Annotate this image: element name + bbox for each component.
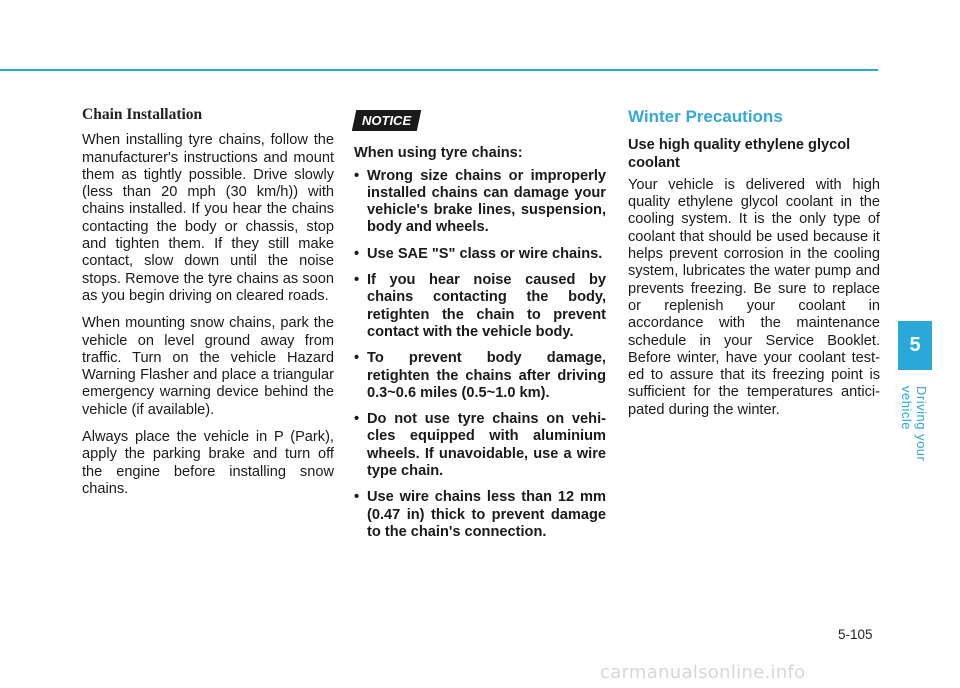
coolant-subheading: Use high quality ethylene glycol coolant — [628, 137, 851, 171]
page-number: 5-105 — [838, 627, 873, 642]
watermark: carmanualsonline.info — [600, 662, 806, 683]
notice-intro: When using tyre chains: — [354, 145, 523, 162]
notice-item: • If you hear noise caused by chains contacting the body, retighten the chain to prevent contact with the vehicle body. — [354, 272, 606, 340]
bullet-icon: • — [354, 272, 360, 289]
notice-item: • Use wire chains less than 12 mm (0.47 in) thick to prevent damage to the chain's connection. — [354, 489, 606, 540]
bullet-icon: • — [354, 167, 360, 184]
notice-item: • Wrong size chains or improperly installed chains can damage your vehicle's brake lines, suspension, body and wheels. — [354, 167, 606, 236]
notice-list — [354, 168, 606, 542]
chapter-title-vertical: Driving your vehicle — [899, 386, 929, 462]
coolant-paragraph: Your vehicle is delivered with high quality ethylene glycol coolant in the cooling system. It is the only type of coolant that should be used because it helps prevent corrosion in the cooling system, lubricates the water pump and prevents freezing. Be sure to replace or replenish your coolant in accordance with the maintenance schedule in your Service Booklet. Before winter, have your coolant tested to assure that its freezing point is sufficient for the temperatures anticipated during the winter. — [628, 176, 880, 418]
chain-installation-paragraph-3: Always place the vehicle in P (Park), apply the parking brake and turn off the engine before installing snow chains. — [82, 429, 334, 497]
chapter-number-tab: 5 — [898, 321, 932, 370]
notice-badge: NOTICE — [352, 110, 422, 131]
top-divider-rule — [0, 69, 878, 71]
bullet-icon: • — [354, 245, 360, 262]
chain-installation-heading: Chain Installation — [82, 106, 203, 123]
notice-item: • To prevent body damage, retighten the chains after driving 0.3~0.6 miles (0.5~1.0 km). — [354, 350, 606, 401]
chain-installation-paragraph-1: When installing tyre chains, follow the manufacturer's instructions and mount them as tightly possible. Drive slowly (less than 20 mph (30 km/h)) with chains installed. If you hear the chains contacting the body or chassis, stop and tighten them. If they still make contact, slow down until the noise stops. Remove the tyre chains as soon as you begin driving on cleared roads. — [82, 132, 334, 304]
notice-item: • Do not use tyre chains on vehicles equipped with aluminium wheels. If unavoidable, use a wire type chain. — [354, 411, 606, 480]
column-winter-precautions — [628, 106, 880, 429]
bullet-icon: • — [354, 411, 360, 428]
notice-item: • Use SAE "S" class or wire chains. — [354, 245, 603, 262]
chain-installation-paragraph-2: When mounting snow chains, park the vehicle on level ground away from traffic. Turn on the vehicle Hazard Warning Flasher and place a triangular emergency warning device behind the vehicle (if available). — [82, 315, 334, 418]
column-chain-installation — [82, 106, 334, 508]
bullet-icon: • — [354, 350, 360, 367]
bullet-icon: • — [354, 489, 360, 506]
winter-precautions-heading: Winter Precautions — [628, 107, 783, 126]
column-notice — [354, 106, 606, 550]
